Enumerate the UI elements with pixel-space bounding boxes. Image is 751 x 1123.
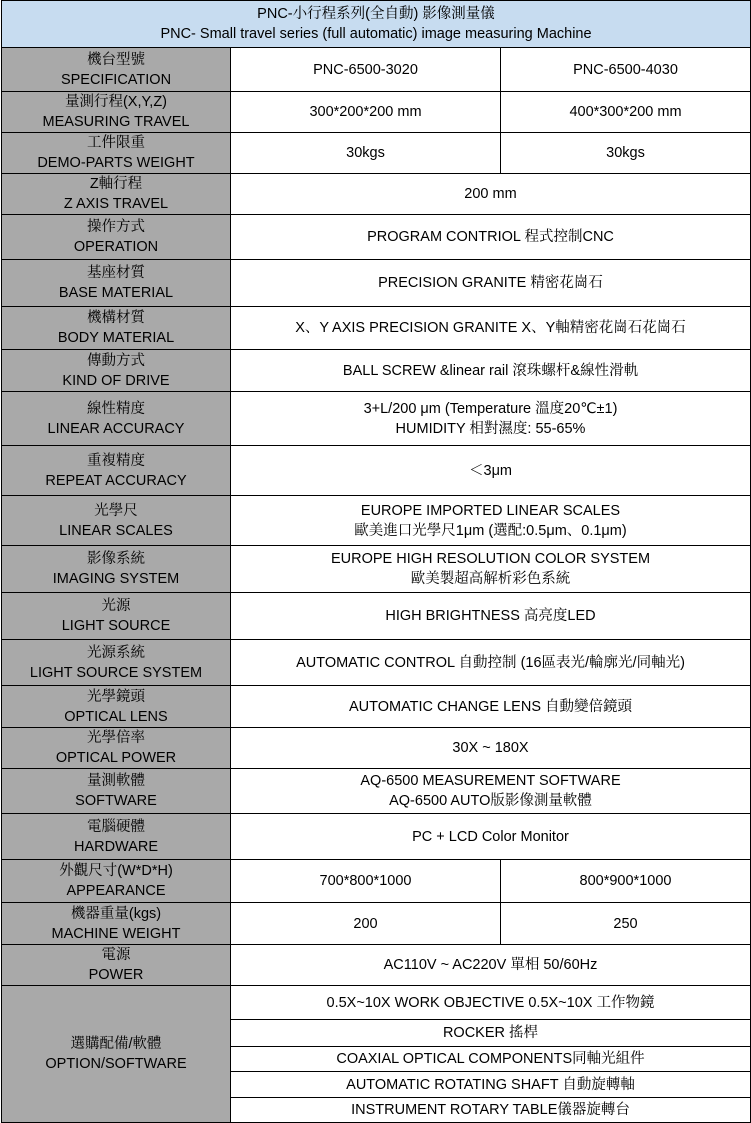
label-optical-power: 光學倍率 OPTICAL POWER xyxy=(2,728,231,769)
value-imaging-system: EUROPE HIGH RESOLUTION COLOR SYSTEM 歐美製超高解析彩色系統 xyxy=(231,546,751,593)
row-optical-lens xyxy=(2,686,751,728)
table-title xyxy=(2,1,751,48)
option-item: 0.5X~10X WORK OBJECTIVE 0.5X~10X 工作物鏡 xyxy=(231,986,751,1020)
label-hardware: 電腦硬體 HARDWARE xyxy=(2,814,231,860)
value-power: AC110V ~ AC220V 單相 50/60Hz xyxy=(231,945,751,986)
label-body-material: 機構材質 BODY MATERIAL xyxy=(2,307,231,350)
value-optical-lens: AUTOMATIC CHANGE LENS 自動變倍鏡頭 xyxy=(231,686,751,728)
row-machine-weight xyxy=(2,903,751,945)
row-kind-of-drive xyxy=(2,350,751,392)
value-light-source-system: AUTOMATIC CONTROL 自動控制 (16區表光/輪廓光/同軸光) xyxy=(231,640,751,686)
value-specification-1: PNC-6500-3020 xyxy=(231,48,501,92)
row-specification xyxy=(2,48,751,92)
label-power: 電源 POWER xyxy=(2,945,231,986)
title-en: PNC- Small travel series (full automatic) image measuring Machine xyxy=(160,26,592,42)
value-demo-parts-weight-1: 30kgs xyxy=(231,133,501,174)
row-base-material xyxy=(2,260,751,307)
label-machine-weight: 機器重量(kgs) MACHINE WEIGHT xyxy=(2,903,231,945)
value-operation: PROGRAM CONTRIOL 程式控制CNC xyxy=(231,215,751,260)
row-software xyxy=(2,769,751,814)
row-appearance xyxy=(2,860,751,903)
label-operation: 操作方式 OPERATION xyxy=(2,215,231,260)
option-item: ROCKER 搖桿 xyxy=(231,1020,751,1047)
row-linear-accuracy xyxy=(2,392,751,446)
label-optical-lens: 光學鏡頭 OPTICAL LENS xyxy=(2,686,231,728)
label-base-material: 基座材質 BASE MATERIAL xyxy=(2,260,231,307)
value-machine-weight-2: 250 xyxy=(501,903,751,945)
value-optical-power: 30X ~ 180X xyxy=(231,728,751,769)
row-imaging-system xyxy=(2,546,751,593)
label-linear-scales: 光學尺 LINEAR SCALES xyxy=(2,496,231,546)
row-hardware xyxy=(2,814,751,860)
row-optical-power xyxy=(2,728,751,769)
label-z-axis-travel: Z軸行程 Z AXIS TRAVEL xyxy=(2,174,231,215)
row-demo-parts-weight xyxy=(2,133,751,174)
value-measuring-travel-1: 300*200*200 mm xyxy=(231,92,501,133)
spec-table xyxy=(1,0,751,1123)
value-measuring-travel-2: 400*300*200 mm xyxy=(501,92,751,133)
row-option-1 xyxy=(2,986,751,1020)
option-item: AUTOMATIC ROTATING SHAFT 自動旋轉軸 xyxy=(231,1072,751,1098)
label-kind-of-drive: 傳動方式 KIND OF DRIVE xyxy=(2,350,231,392)
row-operation xyxy=(2,215,751,260)
label-repeat-accuracy: 重複精度 REPEAT ACCURACY xyxy=(2,446,231,496)
value-appearance-1: 700*800*1000 xyxy=(231,860,501,903)
label-light-source: 光源 LIGHT SOURCE xyxy=(2,593,231,640)
value-body-material: X、Y AXIS PRECISION GRANITE X、Y軸精密花崗石花崗石 xyxy=(231,307,751,350)
value-linear-scales: EUROPE IMPORTED LINEAR SCALES 歐美進口光學尺1μm (選配:0.5μm、0.1μm) xyxy=(231,496,751,546)
value-appearance-2: 800*900*1000 xyxy=(501,860,751,903)
value-specification-2: PNC-6500-4030 xyxy=(501,48,751,92)
value-hardware: PC + LCD Color Monitor xyxy=(231,814,751,860)
value-linear-accuracy: 3+L/200 μm (Temperature 溫度20℃±1) HUMIDITY 相對濕度: 55-65% xyxy=(231,392,751,446)
option-item: COAXIAL OPTICAL COMPONENTS同軸光組件 xyxy=(231,1047,751,1072)
value-machine-weight-1: 200 xyxy=(231,903,501,945)
value-base-material: PRECISION GRANITE 精密花崗石 xyxy=(231,260,751,307)
row-z-axis-travel xyxy=(2,174,751,215)
value-light-source: HIGH BRIGHTNESS 高亮度LED xyxy=(231,593,751,640)
title-zh: PNC-小行程系列(全自動) 影像測量儀 xyxy=(257,6,495,22)
row-power xyxy=(2,945,751,986)
option-item: INSTRUMENT ROTARY TABLE儀器旋轉台 xyxy=(231,1098,751,1123)
value-demo-parts-weight-2: 30kgs xyxy=(501,133,751,174)
label-option: 選購配備/軟體 OPTION/SOFTWARE xyxy=(2,986,231,1123)
row-measuring-travel xyxy=(2,92,751,133)
label-measuring-travel: 量測行程(X,Y,Z) MEASURING TRAVEL xyxy=(2,92,231,133)
label-software: 量測軟體 SOFTWARE xyxy=(2,769,231,814)
row-body-material xyxy=(2,307,751,350)
value-software: AQ-6500 MEASUREMENT SOFTWARE AQ-6500 AUTO版影像測量軟體 xyxy=(231,769,751,814)
value-kind-of-drive: BALL SCREW &linear rail 滾珠螺杆&線性滑軌 xyxy=(231,350,751,392)
title-row xyxy=(2,1,751,48)
label-imaging-system: 影像系統 IMAGING SYSTEM xyxy=(2,546,231,593)
label-linear-accuracy: 線性精度 LINEAR ACCURACY xyxy=(2,392,231,446)
label-appearance: 外觀尺寸(W*D*H) APPEARANCE xyxy=(2,860,231,903)
value-repeat-accuracy: ＜3μm xyxy=(231,446,751,496)
row-light-source xyxy=(2,593,751,640)
label-demo-parts-weight: 工件限重 DEMO-PARTS WEIGHT xyxy=(2,133,231,174)
row-repeat-accuracy xyxy=(2,446,751,496)
label-specification: 機台型號 SPECIFICATION xyxy=(2,48,231,92)
value-z-axis-travel: 200 mm xyxy=(231,174,751,215)
row-linear-scales xyxy=(2,496,751,546)
row-light-source-system xyxy=(2,640,751,686)
label-light-source-system: 光源系統 LIGHT SOURCE SYSTEM xyxy=(2,640,231,686)
